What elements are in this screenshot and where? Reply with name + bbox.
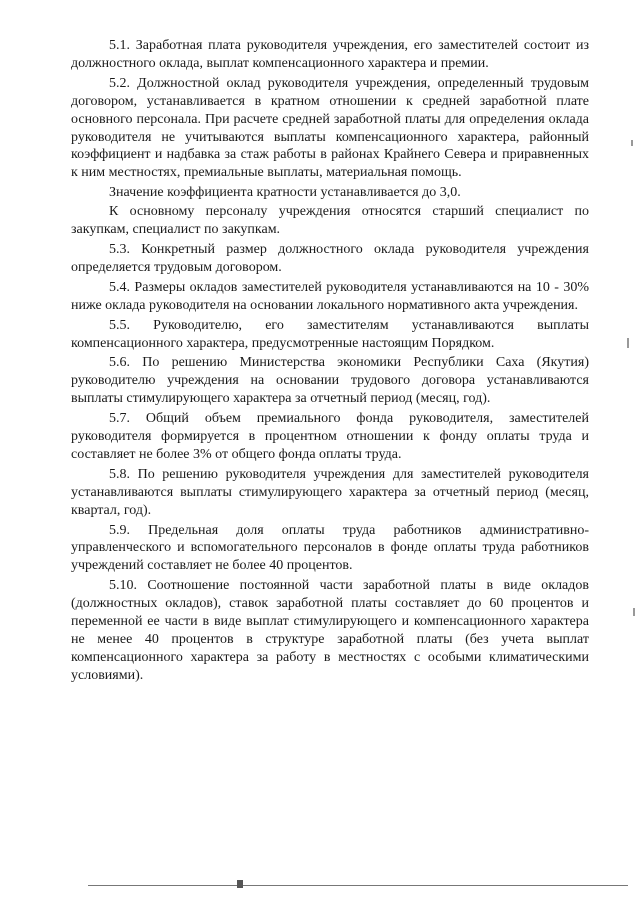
scan-artifact (633, 608, 635, 616)
paragraph-5-3: 5.3. Конкретный размер должностного оклада руководителя учреждения определяется трудовым договором. (71, 241, 589, 275)
paragraph-coefficient: Значение коэффициента кратности устанавливается до 3,0. (109, 185, 461, 201)
paragraph-5-7: 5.7. Общий объем премиального фонда руководителя, заместителей руководителя формируется в процентном отношении к фонду оплаты труда и составляет не более 3% от общего фонда оплаты труда. (71, 411, 589, 462)
paragraph-5-9: 5.9. Предельная доля оплаты труда работников административно-управленческого и вспомогательного персоналов в фонде оплаты труда работников учреждений составляет не более 40 процентов. (71, 522, 589, 574)
document-page (71, 37, 589, 687)
scan-artifact (631, 140, 633, 146)
paragraph-main-staff: К основному персоналу учреждения относятся старший специалист по закупкам, специалист по закупкам. (71, 204, 589, 238)
paragraph-5-6: 5.6. По решению Министерства экономики Республики Саха (Якутия) руководителю учреждения на основании трудового договора устанавливаются выплаты стимулирующего характера за отчетный период (месяц, год). (71, 355, 589, 407)
paragraph-5-8: 5.8. По решению руководителя учреждения для заместителей руководителя устанавливаются выплаты стимулирующего характера за отчетный период (месяц, квартал, год). (71, 466, 589, 518)
paragraph-5-1: 5.1. Заработная плата руководителя учреждения, его заместителей состоит из должностного оклада, выплат компенсационного характера и премии. (71, 38, 589, 71)
footer-mark (237, 880, 243, 888)
paragraph-5-5: 5.5. Руководителю, его заместителям устанавливаются выплаты компенсационного характера, предусмотренные настоящим Порядком. (71, 317, 589, 351)
paragraph-5-10: 5.10. Соотношение постоянной части заработной платы в виде окладов (должностных окладов), ставок заработной платы составляет до 60 процентов и переменной ее части в виде выплат стимулирующего и компенсационного характера не менее 40 процентов в структуре заработной платы (без учета выплат компенсационного характера за работу в местностях с особыми климатическими условиями). (71, 578, 589, 683)
paragraph-5-4: 5.4. Размеры окладов заместителей руководителя устанавливаются на 10 - 30% ниже оклада руководителя на основании локального нормативного акта учреждения. (71, 279, 589, 313)
scan-artifact (627, 338, 629, 348)
footer-rule (88, 885, 628, 886)
paragraph-5-2: 5.2. Должностной оклад руководителя учреждения, определенный трудовым договором, устанавливается в кратном отношении к средней заработной плате основного персонала. При расчете средней заработной платы для определения оклада руководителя не учитываются выплаты компенсационного характера, районный коэффициент и надбавка за стаж работы в районах Крайнего Севера и приравненных к ним местностях, премиальные выплаты, материальная помощь. (71, 75, 589, 181)
